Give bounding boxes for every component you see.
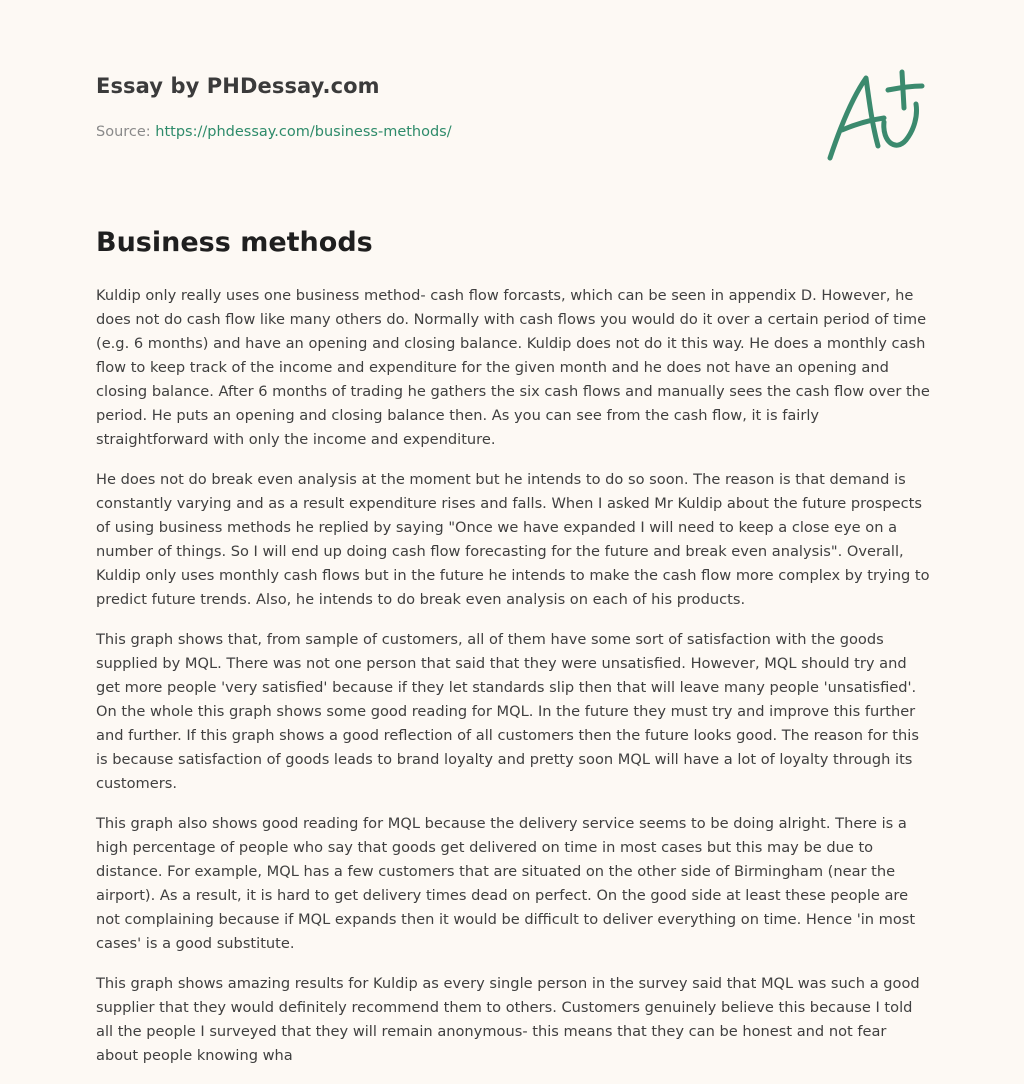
- source-label: Source:: [96, 124, 151, 140]
- paragraph: This graph shows that, from sample of customers, all of them have some sort of satisfaction with the goods supplied by MQL. There was not one person that said that they were unsatisfied. However, MQL should try and get more people 'very satisfied' because if they let standards slip then that will leave many people 'unsatisfied'. On the whole this graph shows some good reading for MQL. In the future they must try and improve this further and further. If this graph shows a good reflection of all customers then the future looks good. The reason for this is because satisfaction of goods leads to brand loyalty and pretty soon MQL will have a lot of loyalty through its customers.: [96, 631, 919, 792]
- essay-page: [96, 0, 930, 1084]
- paragraph: Kuldip only really uses one business method- cash flow forcasts, which can be seen in appendix D. However, he does not do cash flow like many others do. Normally with cash flows you would do it over a certain period of time (e.g. 6 months) and have an opening and closing balance. Kuldip does not do it this way. He does a monthly cash flow to keep track of the income and expenditure for the given month and he does not have an opening and closing balance. After 6 months of trading he gathers the six cash flows and manually sees the cash flow over the period. He puts an opening and closing balance then. As you can see from the cash flow, it is fairly straightforward with only the income and expenditure.: [96, 287, 930, 448]
- paragraph: He does not do break even analysis at the moment but he intends to do so soon. The reason is that demand is constantly varying and as a result expenditure rises and falls. When I asked Mr Kuldip about the future prospects of using business methods he replied by saying "Once we have expanded I will need to keep a close eye on a number of things. So I will end up doing cash flow forecasting for the future and break even analysis". Overall, Kuldip only uses monthly cash flows but in the future he intends to make the cash flow more complex by trying to predict future trends. Also, he intends to do break even analysis on each of his products.: [96, 471, 930, 608]
- paragraph: This graph also shows good reading for MQL because the delivery service seems to be doing alright. There is a high percentage of people who say that goods get delivered on time in most cases but this may be due to distance. For example, MQL has a few customers that are situated on the other side of Birmingham (near the airport). As a result, it is hard to get delivery times dead on perfect. On the good side at least these people are not complaining because if MQL expands then it would be difficult to deliver everything on time. Hence 'in most cases' is a good substitute.: [96, 815, 916, 952]
- paragraph: This graph shows amazing results for Kuldip as every single person in the survey said that MQL was such a good supplier that they would definitely recommend them to others. Customers genuinely believe this because I told all the people I surveyed that they will remain anonymous- this means that they can be honest and not fear about people knowing wha: [96, 975, 920, 1064]
- article-body: [96, 284, 932, 1084]
- site-title: Essay by PHDessay.com: [96, 74, 380, 98]
- article-title: Business methods: [96, 227, 373, 258]
- source-link[interactable]: https://phdessay.com/business-methods/: [155, 124, 452, 140]
- a-plus-logo-icon: [822, 66, 926, 166]
- source-line: [96, 124, 452, 140]
